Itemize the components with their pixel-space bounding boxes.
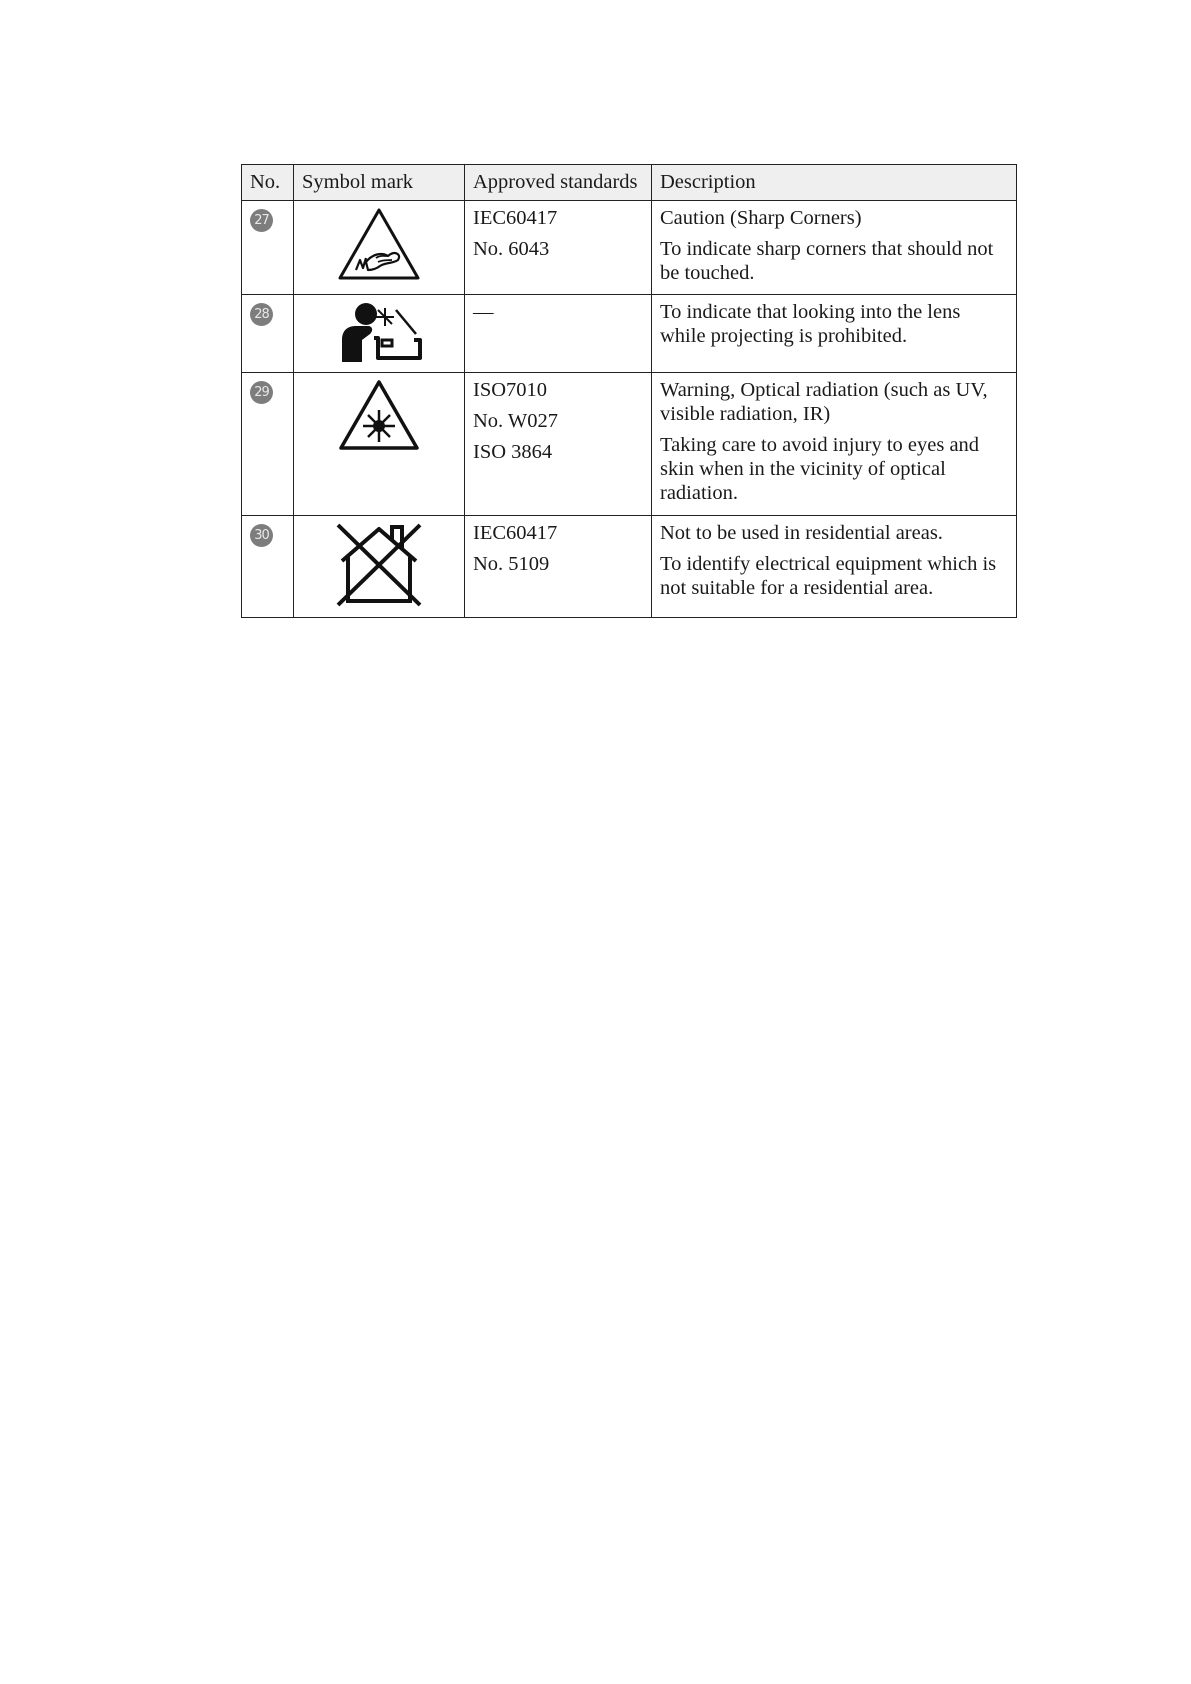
description-cell: [652, 201, 1017, 295]
optical-radiation-warning-icon: [337, 378, 421, 452]
header-no: No.: [242, 165, 294, 201]
description-title: Not to be used in residential areas.: [660, 522, 943, 544]
standard-text: —: [473, 301, 494, 323]
standard-text: ISO7010: [473, 379, 548, 401]
row-number-badge: 28: [250, 303, 273, 326]
header-symbol-mark: Symbol mark: [294, 165, 465, 201]
description-title: Caution (Sharp Corners): [660, 207, 862, 229]
symbol-cell: [294, 201, 465, 295]
description-text: To indicate that looking into the lens while projecting is prohibited.: [660, 301, 961, 347]
header-description: Description: [652, 165, 1017, 201]
row-number-cell: [242, 295, 294, 373]
standard-text: IEC60417: [473, 207, 558, 229]
standards-cell: [465, 373, 652, 516]
table-row: [242, 295, 1017, 373]
standard-text: No. 6043: [473, 238, 550, 260]
description-cell: [652, 516, 1017, 618]
description-text: To identify electrical equipment which is not suitable for a residential area.: [660, 553, 997, 599]
description-title: Warning, Optical radiation (such as UV, visible radiation, IR): [660, 379, 988, 425]
symbol-cell: [294, 295, 465, 373]
table-row: [242, 516, 1017, 618]
description-text: Taking care to avoid injury to eyes and skin when in the vicinity of optical radiation.: [660, 434, 980, 504]
standard-text: IEC60417: [473, 522, 558, 544]
symbol-cell: [294, 373, 465, 516]
table-row: [242, 201, 1017, 295]
standard-text: ISO 3864: [473, 441, 553, 463]
symbol-table: [241, 164, 1017, 618]
row-number-badge: 27: [250, 209, 273, 232]
standards-cell: [465, 295, 652, 373]
table-row: [242, 373, 1017, 516]
table-header-row: [242, 165, 1017, 201]
row-number-cell: [242, 516, 294, 618]
do-not-look-into-lens-icon: [334, 300, 424, 366]
row-number-badge: 29: [250, 381, 273, 404]
description-cell: [652, 295, 1017, 373]
row-number-cell: [242, 201, 294, 295]
description-text: To indicate sharp corners that should not be touched.: [660, 238, 994, 284]
symbol-cell: [294, 516, 465, 618]
description-cell: [652, 373, 1017, 516]
sharp-corners-icon: [336, 206, 422, 282]
standard-text: No. 5109: [473, 553, 550, 575]
row-number-badge: 30: [250, 524, 273, 547]
row-number-cell: [242, 373, 294, 516]
standards-cell: [465, 201, 652, 295]
not-for-residential-use-icon: [334, 521, 424, 607]
header-approved-standards: Approved standards: [465, 165, 652, 201]
standards-cell: [465, 516, 652, 618]
standard-text: No. W027: [473, 410, 559, 432]
